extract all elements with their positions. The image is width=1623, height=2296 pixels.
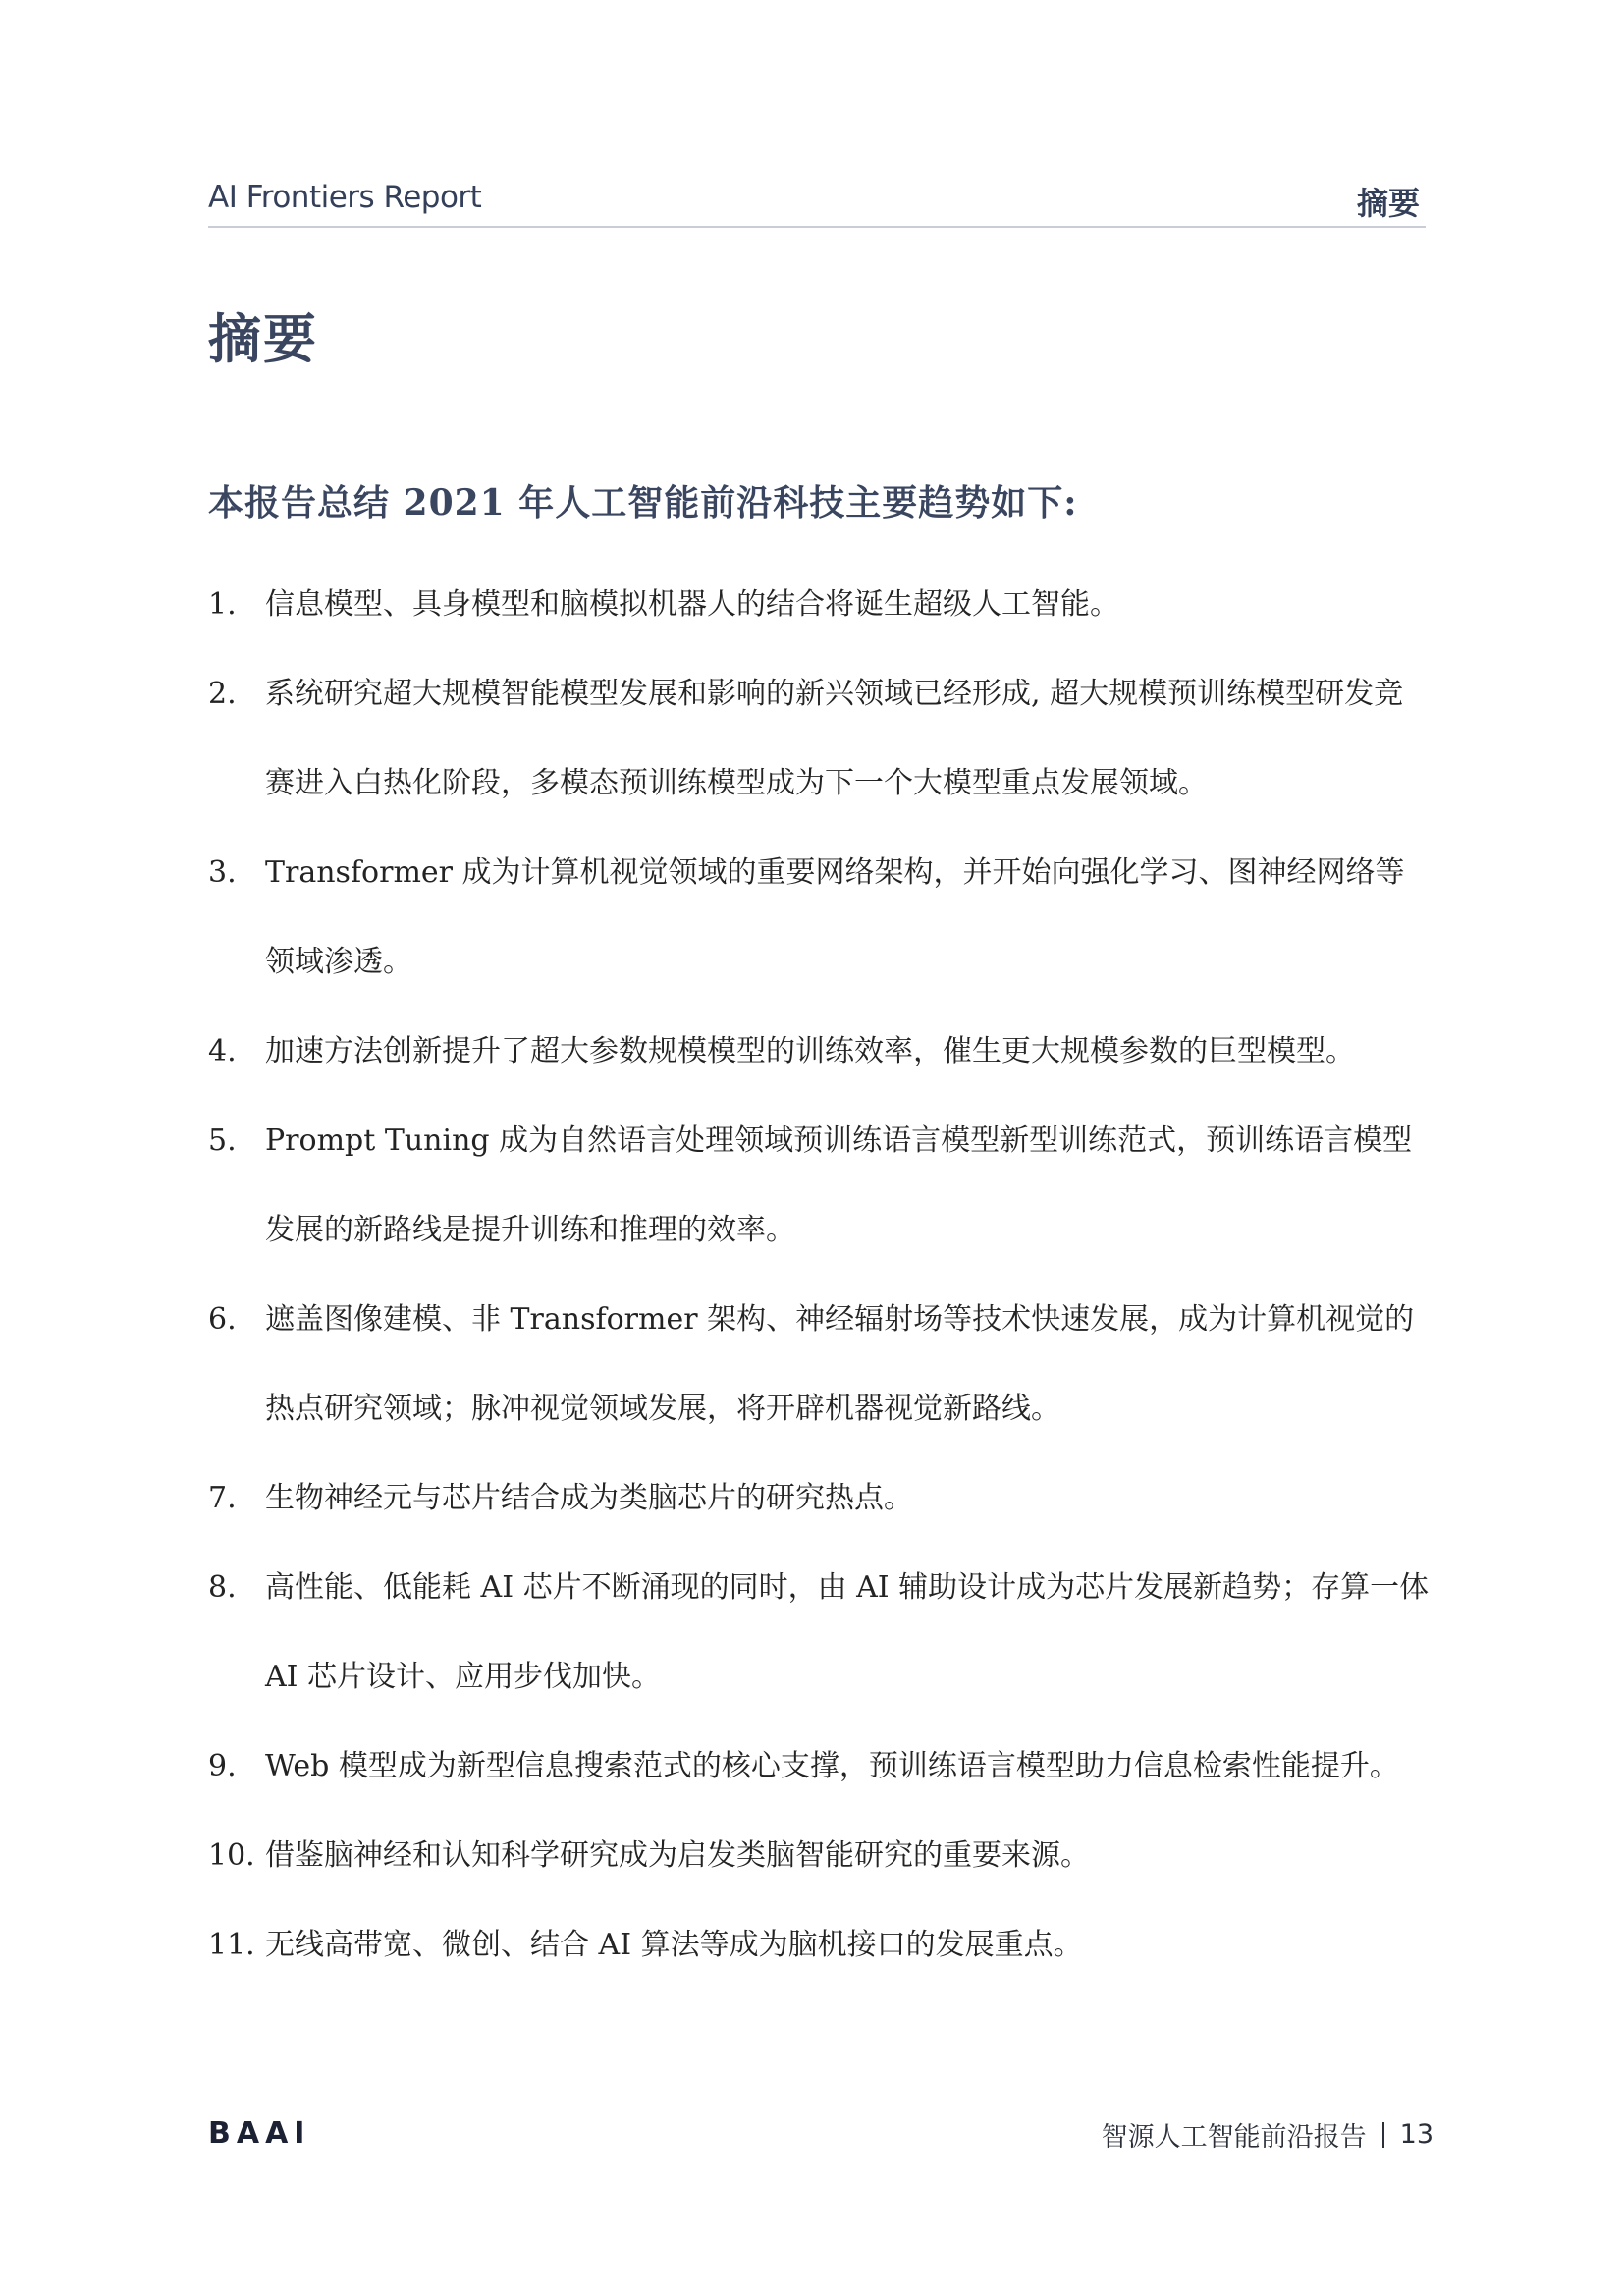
report-title: AI Frontiers Report xyxy=(208,180,482,215)
list-item xyxy=(208,1275,1431,1453)
item-text: 遮盖图像建模、非 Transformer 架构、神经辐射场等技术快速发展，成为计算机视觉的热点研究领域；脉冲视觉领域发展，将开辟机器视觉新路线。 xyxy=(265,1302,1415,1426)
list-item xyxy=(208,1453,1431,1543)
item-number: 3. xyxy=(208,855,237,890)
item-text: Transformer 成为计算机视觉领域的重要网络架构，并开始向强化学习、图神经网络等领域渗透。 xyxy=(265,855,1405,979)
item-text: 生物神经元与芯片结合成为类脑芯片的研究热点。 xyxy=(265,1481,913,1515)
list-item xyxy=(208,828,1431,1007)
item-number: 10. xyxy=(208,1838,255,1873)
item-number: 1. xyxy=(208,587,237,622)
item-text: Web 模型成为新型信息搜索范式的核心支撑，预训练语言模型助力信息检索性能提升。 xyxy=(265,1749,1399,1783)
list-item xyxy=(208,1007,1431,1096)
page-footer xyxy=(1102,2115,1434,2154)
item-text: 高性能、低能耗 AI 芯片不断涌现的同时，由 AI 辅助设计成为芯片发展新趋势；存算一体 AI 芯片设计、应用步伐加快。 xyxy=(265,1570,1430,1694)
item-text: 无线高带宽、微创、结合 AI 算法等成为脑机接口的发展重点。 xyxy=(265,1928,1083,1962)
summary-list xyxy=(208,560,1431,1990)
item-number: 8. xyxy=(208,1570,237,1605)
page-number: 13 xyxy=(1399,2119,1434,2150)
logo-text: BAAI xyxy=(208,2115,311,2151)
item-text: 系统研究超大规模智能模型发展和影响的新兴领域已经形成, 超大规模预训练模型研发竞赛进入白热化阶段，多模态预训练模型成为下一个大模型重点发展领域。 xyxy=(265,677,1404,800)
item-text: 信息模型、具身模型和脑模拟机器人的结合将诞生超级人工智能。 xyxy=(265,587,1119,622)
item-text: 借鉴脑神经和认知科学研究成为启发类脑智能研究的重要来源。 xyxy=(265,1838,1090,1873)
list-item xyxy=(208,1543,1431,1722)
baai-logo xyxy=(208,2115,311,2151)
item-text: 加速方法创新提升了超大参数规模模型的训练效率，催生更大规模参数的巨型模型。 xyxy=(265,1034,1355,1068)
report-name: 智源人工智能前沿报告 xyxy=(1101,2122,1367,2153)
list-item xyxy=(208,1722,1431,1811)
item-number: 4. xyxy=(208,1034,237,1068)
item-number: 6. xyxy=(208,1302,237,1337)
item-text: Prompt Tuning 成为自然语言处理领域预训练语言模型新型训练范式，预训练语言模型发展的新路线是提升训练和推理的效率。 xyxy=(265,1123,1413,1247)
item-number: 5. xyxy=(208,1123,237,1158)
footer-divider xyxy=(1382,2122,1384,2148)
page-header xyxy=(208,177,1426,228)
item-number: 9. xyxy=(208,1749,237,1783)
item-number: 11. xyxy=(208,1928,255,1962)
summary-subtitle: 本报告总结 2021 年人工智能前沿科技主要趋势如下: xyxy=(208,482,1078,523)
list-item xyxy=(208,1811,1431,1900)
list-item xyxy=(208,1900,1431,1990)
list-item xyxy=(208,1096,1431,1275)
page-title: 摘要 xyxy=(208,307,318,370)
list-item xyxy=(208,560,1431,649)
item-number: 2. xyxy=(208,677,237,711)
section-label: 摘要 xyxy=(1356,185,1420,222)
list-item xyxy=(208,649,1431,828)
item-number: 7. xyxy=(208,1481,237,1515)
